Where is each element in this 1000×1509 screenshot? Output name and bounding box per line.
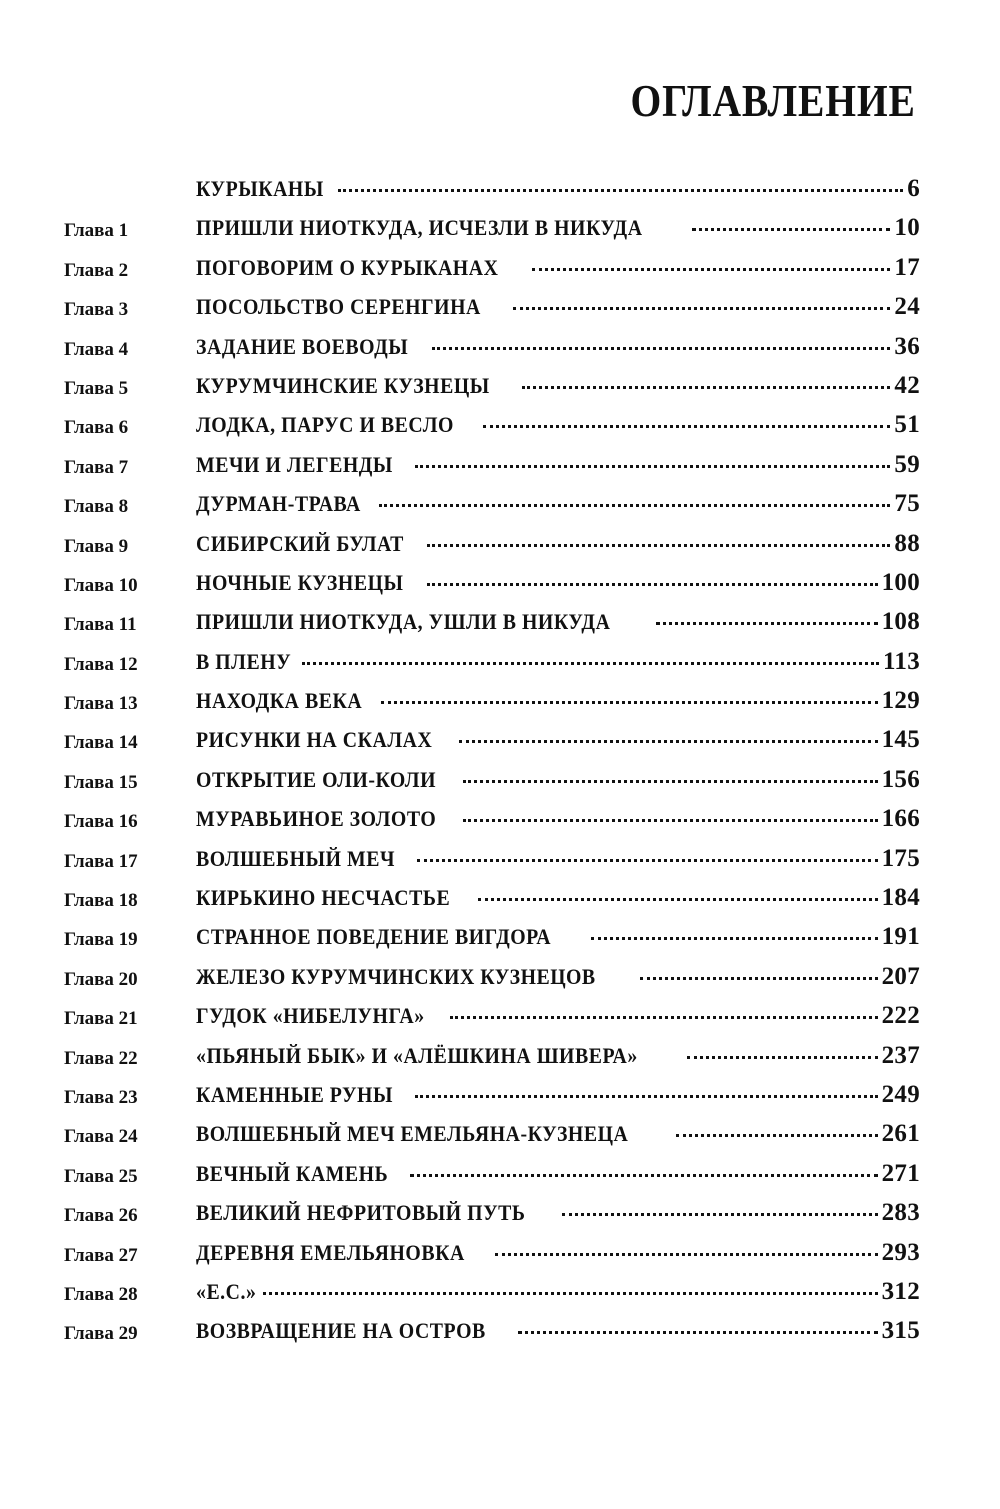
chapter-label: Глава 22 [64,1047,138,1069]
chapter-label: Глава 23 [64,1086,138,1108]
dot-leader [532,268,890,271]
chapter-label: Глава 21 [64,1008,138,1030]
toc-entry [0,684,1000,723]
chapter-label: Глава 14 [64,732,138,754]
chapter-label: Глава 5 [64,377,129,399]
chapter-title: НАХОДКА ВЕКА [196,688,363,714]
entry-line [196,1082,920,1107]
chapter-title: ДУРМАН-ТРАВА [196,491,361,517]
page-number: 283 [881,1199,920,1227]
page-number: 222 [881,1002,920,1030]
toc-entry [0,802,1000,841]
chapter-label: Глава 17 [64,850,138,872]
dot-leader [692,228,890,231]
entry-line [196,649,920,674]
chapter-label: Глава 19 [64,929,138,951]
toc-entry [0,527,1000,566]
entry-line [196,964,920,989]
chapter-title: ВОЛШЕБНЫЙ МЕЧ ЕМЕЛЬЯНА-КУЗНЕЦА [196,1121,629,1147]
chapter-label: Глава 10 [64,574,138,596]
chapter-title: «Е.С.» [196,1278,257,1304]
page-number: 51 [894,411,920,439]
chapter-title: ЗАДАНИЕ ВОЕВОДЫ [196,333,409,359]
chapter-title: ЖЕЛЕЗО КУРУМЧИНСКИХ КУЗНЕЦОВ [196,963,596,989]
entry-line [196,1200,920,1225]
chapter-title: КИРЬКИНО НЕСЧАСТЬЕ [196,885,451,911]
page-number: 166 [881,805,920,833]
chapter-label: Глава 24 [64,1126,138,1148]
page-number: 249 [881,1080,920,1108]
toc-entry [0,1078,1000,1117]
page-number: 237 [881,1041,920,1069]
dot-leader [495,1253,878,1256]
chapter-title: КАМЕННЫЕ РУНЫ [196,1081,393,1107]
chapter-label: Глава 11 [64,614,137,636]
page-number: 10 [894,214,920,242]
toc-entry [0,960,1000,999]
toc-entry [0,330,1000,369]
dot-leader [417,859,877,862]
page-number: 145 [881,726,920,754]
chapter-label: Глава 3 [64,299,129,321]
chapter-label: Глава 1 [64,220,129,242]
toc-entry [0,645,1000,684]
chapter-label: Глава 2 [64,259,129,281]
chapter-label: Глава 15 [64,771,138,793]
toc-entry [0,1039,1000,1078]
dot-leader [591,937,878,940]
chapter-label: Глава 29 [64,1323,138,1345]
chapter-label: Глава 16 [64,811,138,833]
dot-leader [463,780,878,783]
toc-entry [0,1157,1000,1196]
dot-leader [263,1292,877,1295]
toc-entry [0,1236,1000,1275]
entry-line [196,491,920,516]
toc-entry [0,763,1000,802]
dot-leader [518,1331,878,1334]
chapter-title: ВЕЧНЫЙ КАМЕНЬ [196,1160,389,1186]
page-number: 261 [881,1120,920,1148]
chapter-label: Глава 13 [64,693,138,715]
toc-entry [0,211,1000,250]
page-number: 315 [881,1317,920,1345]
dot-leader [656,622,877,625]
chapter-title: ЛОДКА, ПАРУС И ВЕСЛО [196,412,454,438]
dot-leader [381,701,878,704]
entry-line [196,570,920,595]
entry-line [196,1043,920,1068]
entry-line [196,373,920,398]
chapter-title: ПОГОВОРИМ О КУРЫКАНАХ [196,254,499,280]
entry-line [196,334,920,359]
page-number: 312 [881,1277,920,1305]
chapter-label: Глава 7 [64,456,129,478]
chapter-title: МЕЧИ И ЛЕГЕНДЫ [196,451,393,477]
dot-leader [432,347,891,350]
entry-line [196,215,920,240]
chapter-label: Глава 28 [64,1283,138,1305]
entry-line [196,1121,920,1146]
chapter-title: СИБИРСКИЙ БУЛАТ [196,530,404,556]
toc-entry [0,1196,1000,1235]
toc-entry [0,723,1000,762]
toc-entry [0,369,1000,408]
page-number: 184 [881,884,920,912]
toc-entry [0,251,1000,290]
chapter-title: ПОСОЛЬСТВО СЕРЕНГИНА [196,294,481,320]
entry-line [196,412,920,437]
dot-leader [640,977,878,980]
chapter-title: РИСУНКИ НА СКАЛАХ [196,727,433,753]
page-number: 75 [894,490,920,518]
toc-entry [0,605,1000,644]
dot-leader [562,1213,877,1216]
chapter-title: ПРИШЛИ НИОТКУДА, ИСЧЕЗЛИ В НИКУДА [196,215,643,241]
entry-line [196,1161,920,1186]
entry-line [196,924,920,949]
page-number: 6 [907,175,920,202]
page-number: 108 [881,608,920,636]
dot-leader [302,662,879,665]
entry-line [196,885,920,910]
dot-leader [676,1134,877,1137]
chapter-label: Глава 18 [64,890,138,912]
toc-entry [0,448,1000,487]
chapter-title: ВОЛШЕБНЫЙ МЕЧ [196,845,396,871]
entry-line [196,1003,920,1028]
dot-leader [415,465,891,468]
chapter-title: КУРЫКАНЫ [196,176,324,201]
entry-line [196,1318,920,1343]
page-number: 17 [894,253,920,281]
dot-leader [459,740,878,743]
dot-leader [483,425,891,428]
page-number: 129 [881,687,920,715]
dot-leader [410,1174,878,1177]
dot-leader [450,1016,877,1019]
chapter-title: ОТКРЫТИЕ ОЛИ-КОЛИ [196,766,437,792]
dot-leader [427,544,890,547]
toc-entry [0,566,1000,605]
page-number: 191 [881,923,920,951]
dot-leader [415,1095,878,1098]
entry-line [196,294,920,319]
toc-entry [0,920,1000,959]
entry-line [196,176,920,201]
entry-line [196,531,920,556]
entry-line [196,1279,920,1304]
toc-list [0,172,1000,1354]
page-number: 293 [881,1238,920,1266]
entry-line [196,767,920,792]
chapter-title: ВЕЛИКИЙ НЕФРИТОВЫЙ ПУТЬ [196,1200,526,1226]
page-number: 42 [894,371,920,399]
entry-line [196,609,920,634]
chapter-title: ПРИШЛИ НИОТКУДА, УШЛИ В НИКУДА [196,609,611,635]
chapter-title: НОЧНЫЕ КУЗНЕЦЫ [196,569,404,595]
dot-leader [522,386,890,389]
chapter-label: Глава 9 [64,535,129,557]
chapter-title: МУРАВЬИНОЕ ЗОЛОТО [196,806,437,832]
page-number: 36 [894,332,920,360]
entry-line [196,255,920,280]
entry-line [196,727,920,752]
toc-entry [0,408,1000,447]
page-number: 88 [894,529,920,557]
page-number: 24 [894,293,920,321]
dot-leader [513,307,891,310]
toc-entry [0,487,1000,526]
dot-leader [478,898,877,901]
dot-leader [463,819,878,822]
chapter-label: Глава 26 [64,1205,138,1227]
toc-entry [0,999,1000,1038]
chapter-title: «ПЬЯНЫЙ БЫК» И «АЛЁШКИНА ШИВЕРА» [196,1042,638,1068]
chapter-title: ВОЗВРАЩЕНИЕ НА ОСТРОВ [196,1318,486,1344]
page-number: 113 [882,647,920,675]
chapter-title: ДЕРЕВНЯ ЕМЕЛЬЯНОВКА [196,1239,465,1265]
page-number: 100 [881,568,920,596]
entry-line [196,846,920,871]
dot-leader [338,189,903,192]
page-number: 59 [894,450,920,478]
dot-leader [687,1056,878,1059]
page-number: 156 [881,765,920,793]
toc-entry [0,290,1000,329]
chapter-title: КУРУМЧИНСКИЕ КУЗНЕЦЫ [196,372,490,398]
page-number: 271 [881,1159,920,1187]
chapter-label: Глава 12 [64,653,138,675]
chapter-title: В ПЛЕНУ [196,648,292,674]
chapter-title: СТРАННОЕ ПОВЕДЕНИЕ ВИГДОРА [196,924,552,950]
page-title: ОГЛАВЛЕНИЕ [630,75,916,126]
toc-entry [0,1314,1000,1353]
entry-line [196,452,920,477]
toc-entry [0,1117,1000,1156]
entry-line [196,688,920,713]
chapter-label: Глава 27 [64,1244,138,1266]
dot-leader [427,583,878,586]
chapter-label: Глава 20 [64,968,138,990]
page-number: 175 [881,844,920,872]
toc-entry [0,881,1000,920]
entry-line [196,1240,920,1265]
chapter-title: ГУДОК «НИБЕЛУНГА» [196,1003,425,1029]
entry-line [196,806,920,831]
chapter-label: Глава 25 [64,1165,138,1187]
chapter-label: Глава 6 [64,417,129,439]
toc-entry [0,1275,1000,1314]
toc-entry [0,172,1000,211]
chapter-label: Глава 8 [64,496,129,518]
chapter-label: Глава 4 [64,338,129,360]
toc-entry [0,842,1000,881]
dot-leader [379,504,890,507]
page-number: 207 [881,962,920,990]
